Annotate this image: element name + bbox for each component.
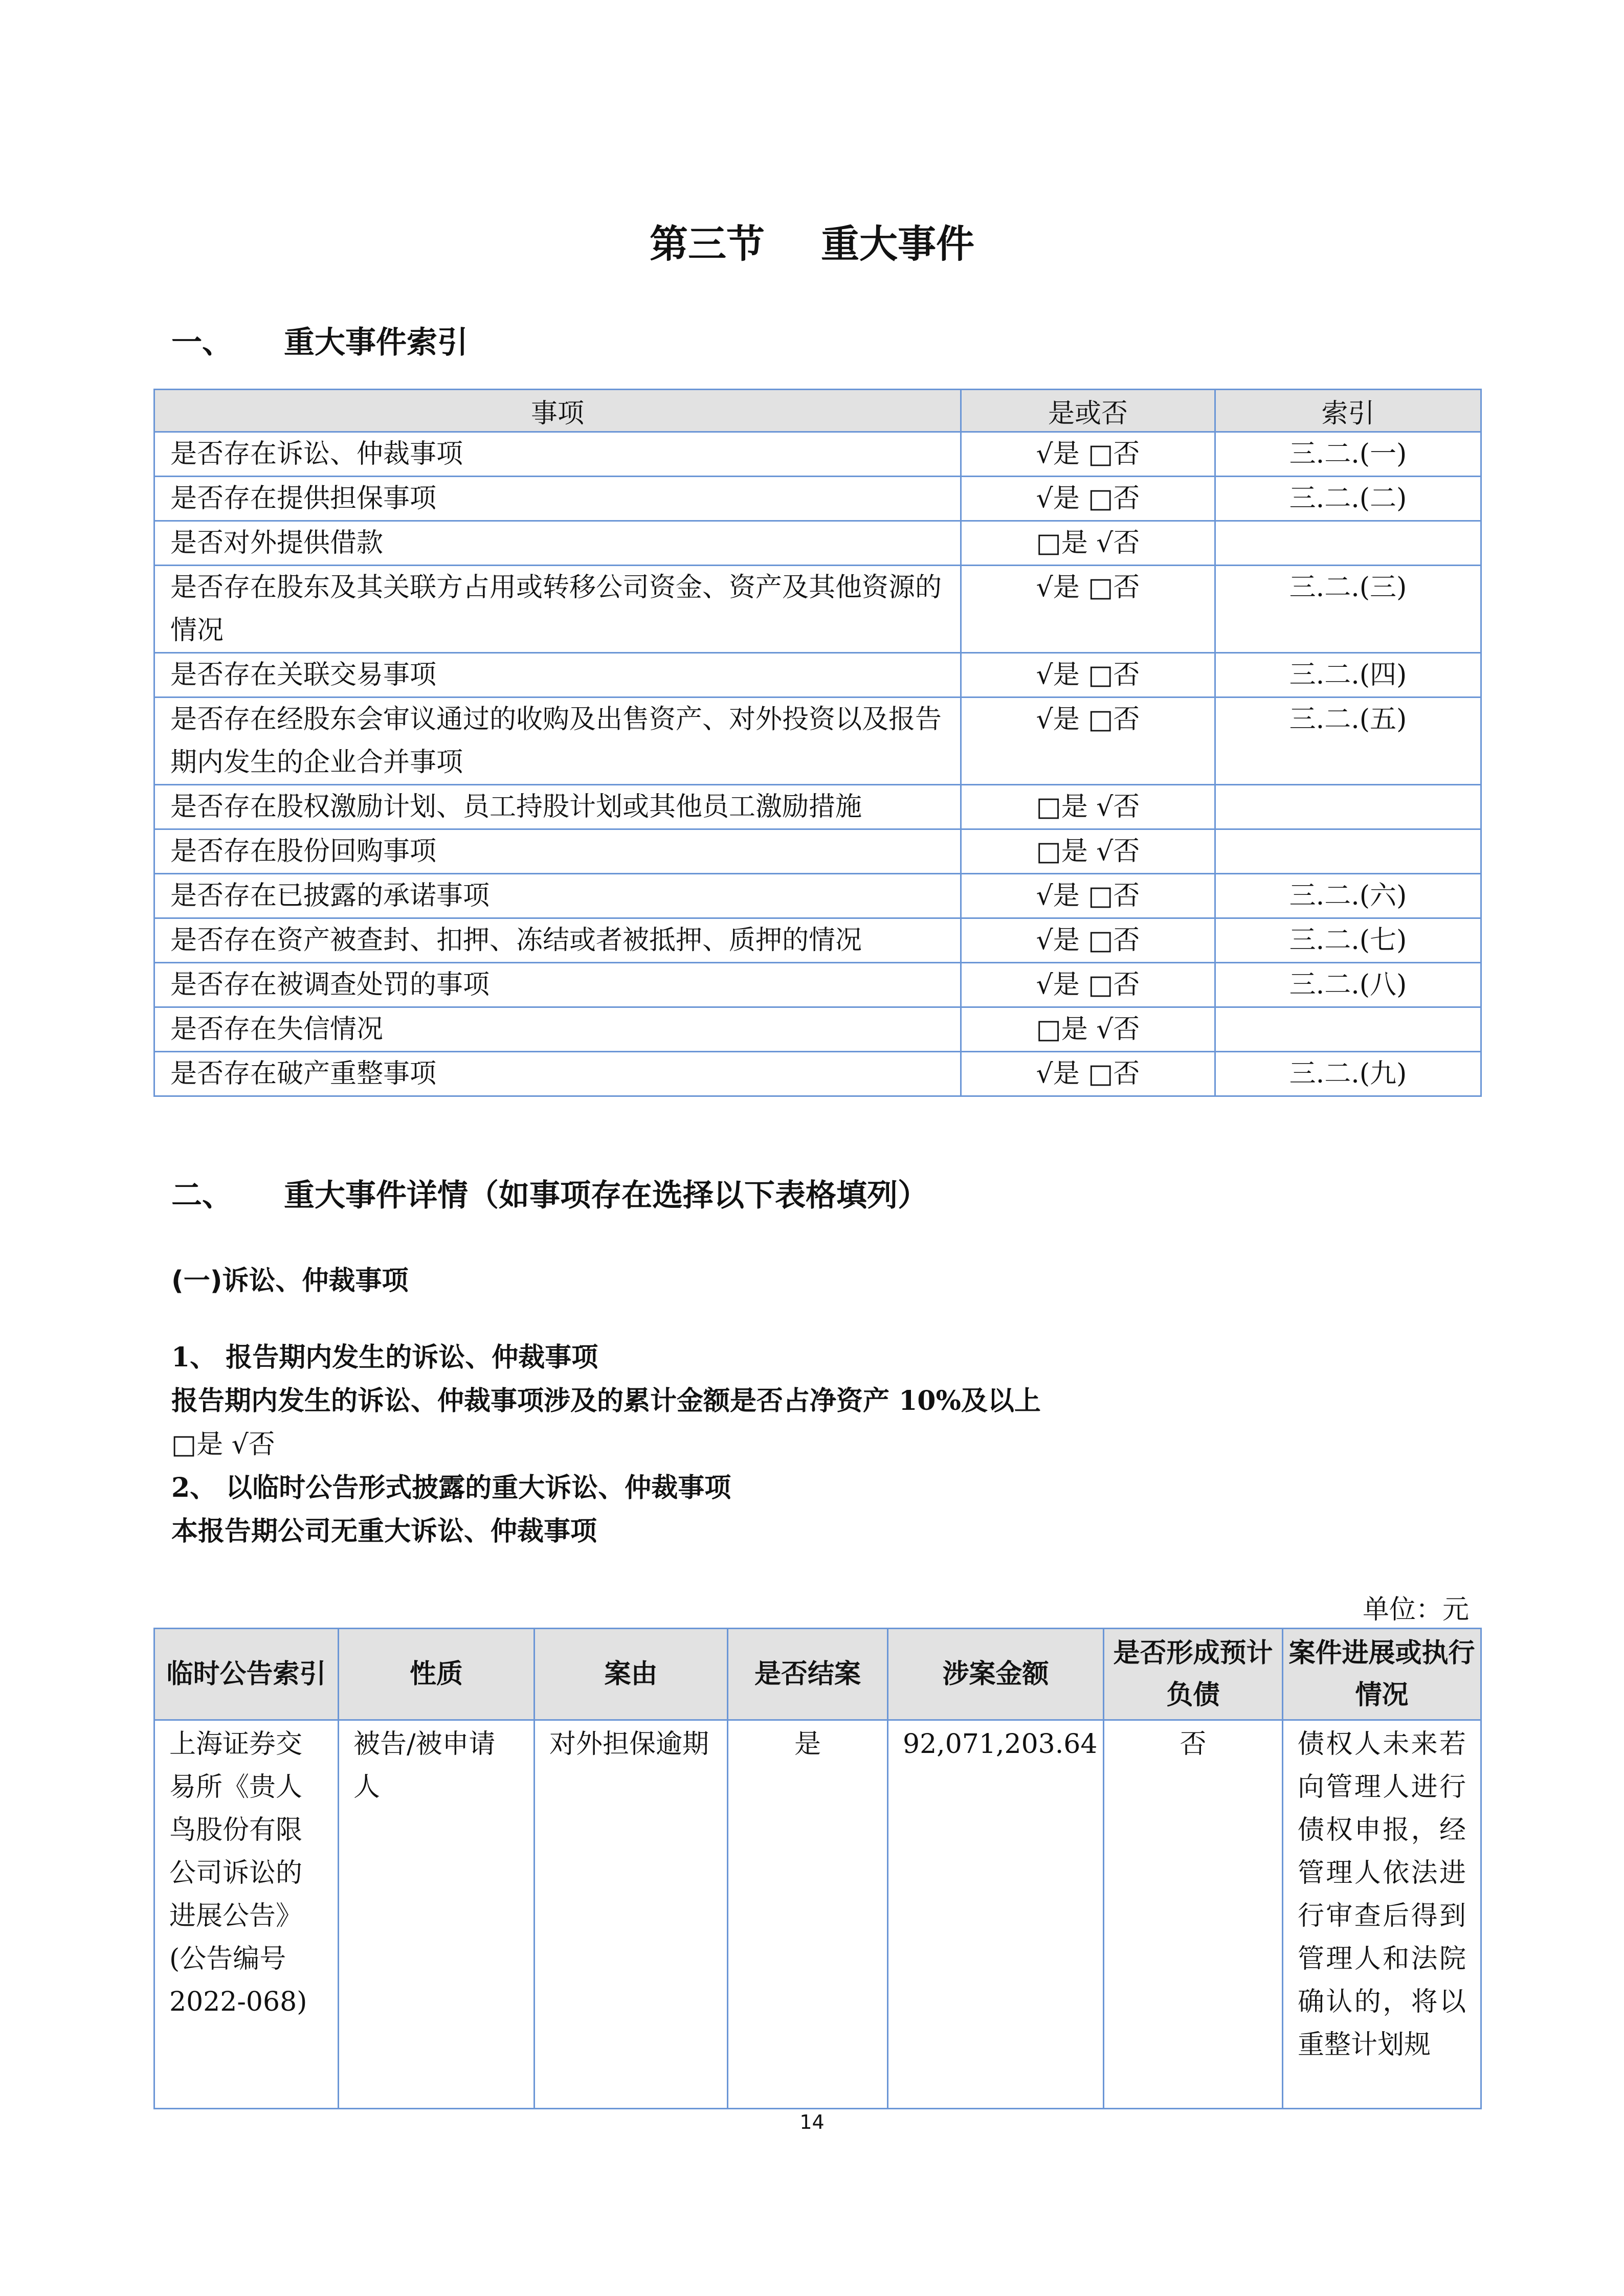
table-row: 是否对外提供借款 □是 √否 xyxy=(154,521,1481,566)
table-header-row xyxy=(154,1629,1481,1720)
unit-label: 单位：元 xyxy=(1362,1594,1469,1625)
table-row: 是否存在股东及其关联方占用或转移公司资金、资产及其他资源的情况 √是 □否 三.二.(三) xyxy=(154,566,1481,653)
table-row: 是否存在关联交易事项 √是 □否 三.二.(四) xyxy=(154,653,1481,697)
header-cause: 案由 xyxy=(535,1629,728,1720)
table-row: 是否存在资产被查封、扣押、冻结或者被抵押、质押的情况 √是 □否 三.二.(七) xyxy=(154,918,1481,963)
header-closed: 是否结案 xyxy=(728,1629,888,1720)
header-nature: 性质 xyxy=(339,1629,535,1720)
header-item: 事项 xyxy=(154,390,961,432)
table-row: 是否存在诉讼、仲裁事项 √是 □否 三.二.(一) xyxy=(154,432,1481,477)
header-yes-no: 是或否 xyxy=(961,390,1215,432)
cell-closed: 是 xyxy=(728,1720,888,2109)
cell-liability: 否 xyxy=(1104,1720,1283,2109)
table-row: 是否存在经股东会审议通过的收购及出售资产、对外投资以及报告期内发生的企业合并事项 √是 □否 三.二.(五) xyxy=(154,697,1481,785)
header-announcement-ref: 临时公告索引 xyxy=(154,1629,339,1720)
table-row: 是否存在被调查处罚的事项 √是 □否 三.二.(八) xyxy=(154,963,1481,1007)
lawsuit-table xyxy=(153,1628,1482,2109)
cell-amount: 92,071,203.64 xyxy=(888,1720,1104,2109)
page-title: 第三节 重大事件 xyxy=(649,221,975,266)
table-row: 是否存在股份回购事项 □是 √否 xyxy=(154,829,1481,874)
table-row: 是否存在失信情况 □是 √否 xyxy=(154,1007,1481,1052)
page-number: 14 xyxy=(799,2111,825,2133)
section-heading-2: 二、 重大事件详情（如事项存在选择以下表格填列） xyxy=(171,1178,928,1213)
header-liability: 是否形成预计负债 xyxy=(1104,1629,1283,1720)
table-row: 是否存在破产重整事项 √是 □否 三.二.(九) xyxy=(154,1052,1481,1096)
table-header-row xyxy=(154,390,1481,432)
subsection-heading: (一)诉讼、仲裁事项 xyxy=(171,1266,409,1296)
table-row: 是否存在已披露的承诺事项 √是 □否 三.二.(六) xyxy=(154,874,1481,918)
table-row xyxy=(154,1720,1481,2109)
cell-cause: 对外担保逾期 xyxy=(535,1720,728,2109)
paragraph-line-2: 报告期内发生的诉讼、仲裁事项涉及的累计金额是否占净资产 10%及以上 xyxy=(171,1385,1041,1416)
header-amount: 涉案金额 xyxy=(888,1629,1104,1720)
cell-progress: 债权人未来若向管理人进行债权申报，经管理人依法进行审查后得到管理人和法院确认的，将以重整计划规 xyxy=(1283,1720,1481,2109)
table-row: 是否存在股权激励计划、员工持股计划或其他员工激励措施 □是 √否 xyxy=(154,785,1481,829)
cell-ref: 上海证券交易所《贵人鸟股份有限公司诉讼的进展公告》(公告编号2022-068) xyxy=(154,1720,339,2109)
table-row: 是否存在提供担保事项 √是 □否 三.二.(二) xyxy=(154,477,1481,521)
event-index-table xyxy=(153,389,1482,1097)
paragraph-line-5: 本报告期公司无重大诉讼、仲裁事项 xyxy=(171,1516,597,1547)
checkbox-answer: □是 √否 xyxy=(171,1429,275,1460)
section-heading-1: 一、 重大事件索引 xyxy=(171,325,468,361)
cell-nature: 被告/被申请人 xyxy=(339,1720,535,2109)
paragraph-line-1: 1、 报告期内发生的诉讼、仲裁事项 xyxy=(171,1342,598,1373)
paragraph-line-4: 2、 以临时公告形式披露的重大诉讼、仲裁事项 xyxy=(171,1472,731,1503)
header-progress: 案件进展或执行情况 xyxy=(1283,1629,1481,1720)
header-index: 索引 xyxy=(1215,390,1481,432)
